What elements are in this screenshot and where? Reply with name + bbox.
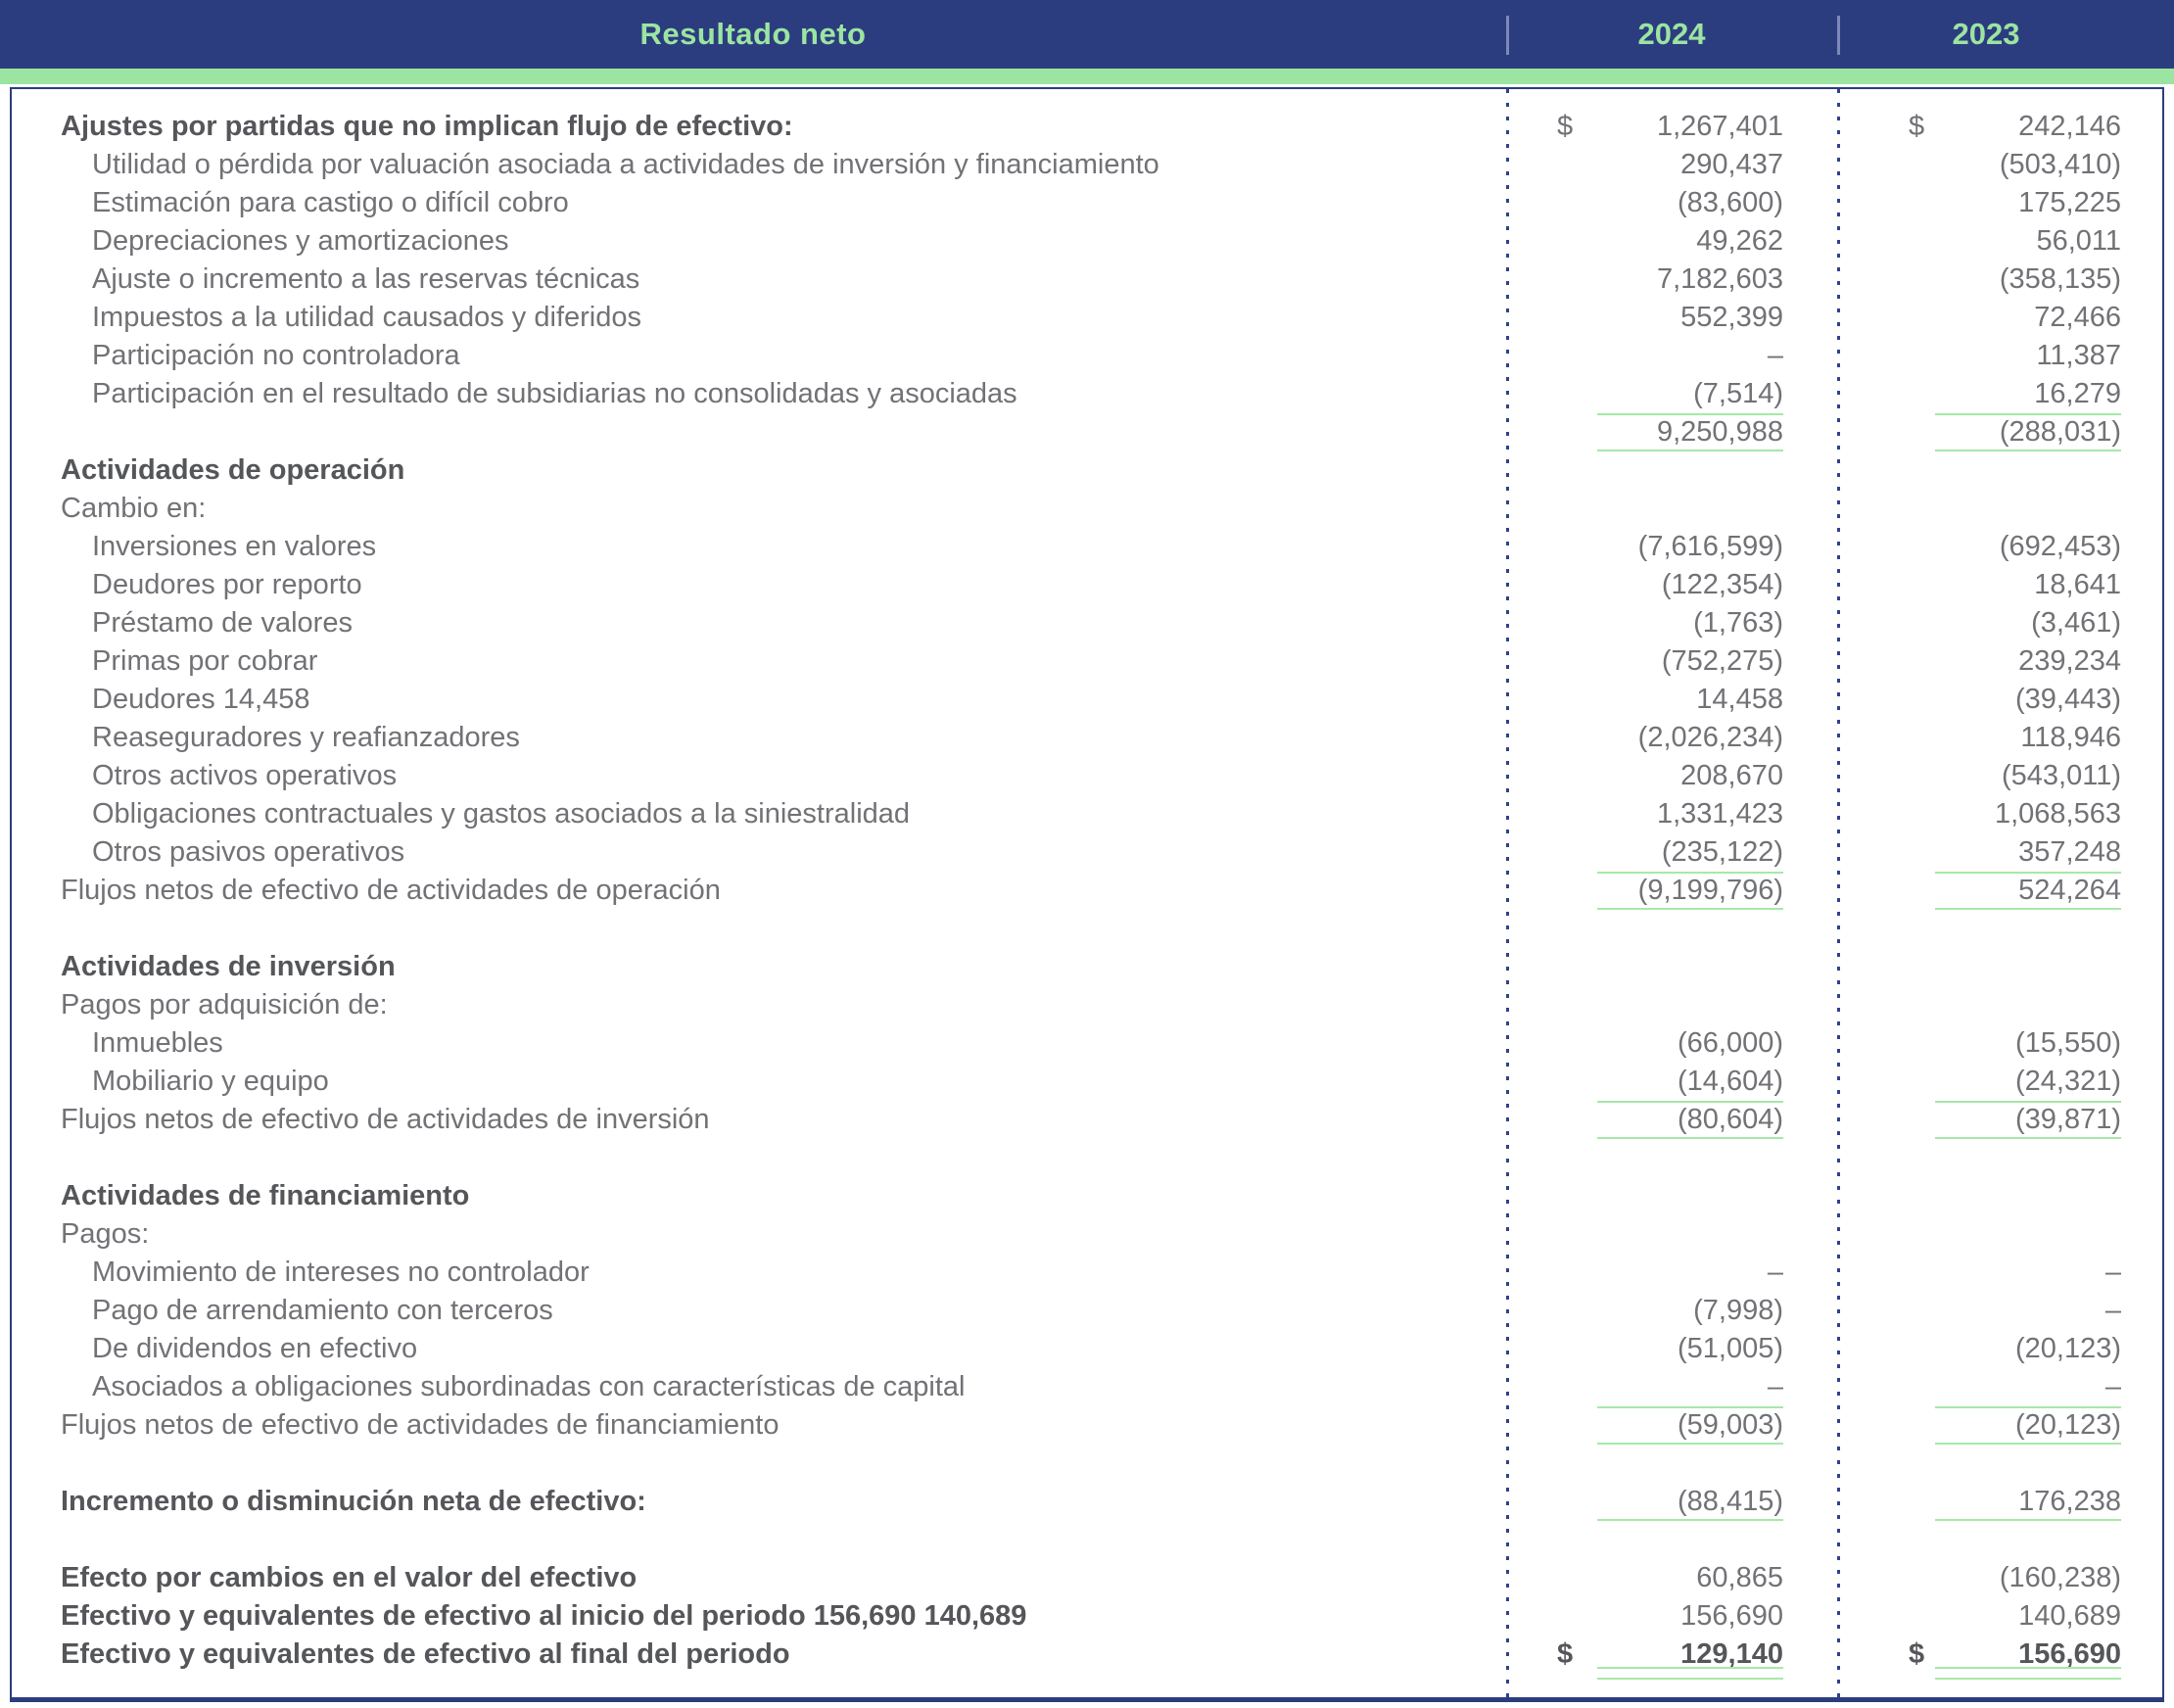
row-label: De dividendos en efectivo xyxy=(92,1333,418,1364)
table-title-cell xyxy=(0,0,1506,69)
value-2023: (20,123) xyxy=(1935,1406,2121,1445)
table-row xyxy=(12,490,2162,528)
header-divider xyxy=(1506,16,1509,55)
col-2024 xyxy=(1506,490,1837,528)
table-row xyxy=(12,604,2162,642)
value-2023: (543,011) xyxy=(2002,760,2121,791)
table-row xyxy=(12,986,2162,1024)
table-row xyxy=(12,872,2162,910)
table-row xyxy=(12,1406,2162,1445)
value-2023: 239,234 xyxy=(2018,645,2121,677)
value-2023 xyxy=(1935,451,2121,490)
value-2024: 9,250,988 xyxy=(1597,413,1783,451)
row-label: Mobiliario y equipo xyxy=(92,1066,329,1097)
col-2024 xyxy=(1506,1559,1837,1597)
col-2023 xyxy=(1837,337,2162,375)
dollar-sign: $ xyxy=(1557,1638,1574,1670)
col-2024 xyxy=(1506,1101,1837,1139)
col-2024 xyxy=(1506,108,1837,146)
value-2024: (9,199,796) xyxy=(1597,872,1783,910)
col-2024 xyxy=(1506,1177,1837,1215)
value-2024: (235,122) xyxy=(1661,836,1783,868)
row-label: Incremento o disminución neta de efectivo: xyxy=(61,1486,646,1517)
row-label: Préstamo de valores xyxy=(92,607,353,639)
col-2023 xyxy=(1837,184,2162,222)
col-2023 xyxy=(1837,1215,2162,1254)
value-2023: (288,031) xyxy=(1935,413,2121,451)
value-2023: 524,264 xyxy=(1935,872,2121,910)
table-body xyxy=(10,87,2164,1702)
col-2023 xyxy=(1837,833,2162,872)
value-2023: 16,279 xyxy=(2034,378,2121,409)
col-2023 xyxy=(1837,261,2162,299)
value-2023: 176,238 xyxy=(1935,1483,2121,1521)
table-row xyxy=(12,375,2162,413)
col-2024 xyxy=(1506,299,1837,337)
value-2023 xyxy=(1935,1215,2121,1254)
col-2024 xyxy=(1506,566,1837,604)
table-row xyxy=(12,1483,2162,1521)
table-title: Resultado neto xyxy=(639,17,867,51)
col-2023 xyxy=(1837,1101,2162,1139)
col-2023 xyxy=(1837,1483,2162,1521)
col-2023 xyxy=(1837,528,2162,566)
col-2024 xyxy=(1506,1406,1837,1445)
col-2024 xyxy=(1506,604,1837,642)
row-label: Actividades de operación xyxy=(61,454,405,486)
value-2024: 14,458 xyxy=(1696,684,1783,715)
value-2023: 56,011 xyxy=(2036,225,2121,257)
table-header xyxy=(0,0,2174,69)
col-2024 xyxy=(1506,1215,1837,1254)
table-row xyxy=(12,108,2162,146)
value-2023 xyxy=(1935,986,2121,1024)
col-2023 xyxy=(1837,299,2162,337)
col-2024 xyxy=(1506,986,1837,1024)
table-row xyxy=(12,1368,2162,1406)
value-2024: (88,415) xyxy=(1597,1483,1783,1521)
row-label: Inmuebles xyxy=(92,1027,223,1059)
col-2023 xyxy=(1837,719,2162,757)
row-label: Impuestos a la utilidad causados y diferidos xyxy=(92,302,641,333)
row-label: Asociados a obligaciones subordinadas con características de capital xyxy=(92,1371,966,1402)
value-2024: 290,437 xyxy=(1680,149,1783,180)
value-2024: (51,005) xyxy=(1677,1333,1783,1364)
value-2023: 11,387 xyxy=(2036,340,2121,371)
col-2024 xyxy=(1506,1292,1837,1330)
col-2023 xyxy=(1837,1406,2162,1445)
table-row xyxy=(12,222,2162,261)
table-row xyxy=(12,1215,2162,1254)
col-2024 xyxy=(1506,451,1837,490)
col-2024 xyxy=(1506,1063,1837,1101)
rows xyxy=(12,108,2162,1674)
col-2023 xyxy=(1837,566,2162,604)
row-label: Deudores 14,458 xyxy=(92,684,310,715)
col-2023 xyxy=(1837,872,2162,910)
value-2023: – xyxy=(2104,1295,2121,1326)
row-label: Actividades de financiamiento xyxy=(61,1180,470,1211)
table-row xyxy=(12,681,2162,719)
col-2023 xyxy=(1837,1559,2162,1597)
value-2024: (14,604) xyxy=(1677,1066,1783,1097)
value-2023: 72,466 xyxy=(2034,302,2121,333)
col-2024 xyxy=(1506,833,1837,872)
value-2024: – xyxy=(1767,1257,1783,1288)
row-label: Reaseguradores y reafianzadores xyxy=(92,722,520,753)
value-2024: (83,600) xyxy=(1677,187,1783,218)
col-2024 xyxy=(1506,757,1837,795)
row-label: Pagos por adquisición de: xyxy=(61,989,388,1020)
col-2024 xyxy=(1506,642,1837,681)
col-2023 xyxy=(1837,986,2162,1024)
col-2024 xyxy=(1506,528,1837,566)
table-row xyxy=(12,757,2162,795)
col-2024 xyxy=(1506,1483,1837,1521)
col-2023 xyxy=(1837,1177,2162,1215)
table-row xyxy=(12,184,2162,222)
col-2024 xyxy=(1506,1368,1837,1406)
col-2023 xyxy=(1837,681,2162,719)
value-2024: – xyxy=(1767,1371,1783,1402)
value-2024: (7,998) xyxy=(1693,1295,1783,1326)
row-label: Inversiones en valores xyxy=(92,531,377,562)
table-row xyxy=(12,413,2162,451)
value-2024 xyxy=(1597,986,1783,1024)
value-2023: 18,641 xyxy=(2034,569,2121,600)
table-row xyxy=(12,146,2162,184)
value-2024: 552,399 xyxy=(1680,302,1783,333)
value-2024 xyxy=(1597,451,1783,490)
col-2023 xyxy=(1837,1024,2162,1063)
row-label: Otros activos operativos xyxy=(92,760,398,791)
value-2023 xyxy=(1935,948,2121,986)
header-divider xyxy=(1837,16,1840,55)
table-row xyxy=(12,1292,2162,1330)
value-2023: 140,689 xyxy=(2018,1600,2121,1632)
col-2024 xyxy=(1506,681,1837,719)
dollar-sign: $ xyxy=(1557,111,1574,142)
value-2023: (503,410) xyxy=(1999,149,2121,180)
table-row xyxy=(12,1101,2162,1139)
value-2023: (3,461) xyxy=(2031,607,2121,639)
row-label: Primas por cobrar xyxy=(92,645,318,677)
value-2024: (66,000) xyxy=(1677,1027,1783,1059)
row-label: Depreciaciones y amortizaciones xyxy=(92,225,509,257)
row-label: Deudores por reporto xyxy=(92,569,362,600)
value-2024: 49,262 xyxy=(1696,225,1783,257)
col-2024 xyxy=(1506,261,1837,299)
col-2024 xyxy=(1506,184,1837,222)
row-label: Efectivo y equivalentes de efectivo al final del periodo xyxy=(61,1638,790,1670)
value-2023: 357,248 xyxy=(2018,836,2121,868)
col-2023 xyxy=(1837,413,2162,451)
value-2023: 156,690 xyxy=(1935,1636,2121,1674)
dollar-sign: $ xyxy=(1909,111,1925,142)
value-2023: (20,123) xyxy=(2014,1333,2121,1364)
value-2024: (59,003) xyxy=(1597,1406,1783,1445)
value-2024: (2,026,234) xyxy=(1637,722,1783,753)
table-row xyxy=(12,261,2162,299)
value-2024: (122,354) xyxy=(1661,569,1783,600)
table-row xyxy=(12,719,2162,757)
value-2024 xyxy=(1597,490,1783,528)
col-2023 xyxy=(1837,451,2162,490)
col-2024 xyxy=(1506,719,1837,757)
col-2023 xyxy=(1837,490,2162,528)
col-2023 xyxy=(1837,1368,2162,1406)
value-2024: 60,865 xyxy=(1696,1562,1783,1593)
table-row xyxy=(12,642,2162,681)
col-2023 xyxy=(1837,795,2162,833)
value-2024: (7,616,599) xyxy=(1637,531,1783,562)
row-label: Pagos: xyxy=(61,1218,150,1250)
value-2023: 175,225 xyxy=(2018,187,2121,218)
value-2023: 242,146 xyxy=(2018,111,2121,142)
col-2024 xyxy=(1506,795,1837,833)
col-2024 xyxy=(1506,375,1837,413)
value-2024 xyxy=(1597,1177,1783,1215)
row-label: Pago de arrendamiento con terceros xyxy=(92,1295,553,1326)
col-2024 xyxy=(1506,1636,1837,1674)
row-label: Obligaciones contractuales y gastos asociados a la siniestralidad xyxy=(92,798,911,830)
col-2023 xyxy=(1837,757,2162,795)
table-row xyxy=(12,1597,2162,1636)
col-2024 xyxy=(1506,948,1837,986)
row-label: Participación en el resultado de subsidiarias no consolidadas y asociadas xyxy=(92,378,1017,409)
value-2023 xyxy=(1935,490,2121,528)
col-2023 xyxy=(1837,1063,2162,1101)
value-2023: (692,453) xyxy=(1999,531,2121,562)
table-row xyxy=(12,451,2162,490)
col-2023 xyxy=(1837,375,2162,413)
col-2023 xyxy=(1837,1292,2162,1330)
table-row xyxy=(12,833,2162,872)
value-2024: 208,670 xyxy=(1680,760,1783,791)
col-2024 xyxy=(1506,872,1837,910)
table-row xyxy=(12,337,2162,375)
table-row xyxy=(12,948,2162,986)
col-2023 xyxy=(1837,948,2162,986)
table-row xyxy=(12,1177,2162,1215)
col-2023 xyxy=(1837,642,2162,681)
table-row xyxy=(12,566,2162,604)
value-2024: 129,140 xyxy=(1597,1636,1783,1674)
value-2023: 1,068,563 xyxy=(1994,798,2121,830)
col-2023 xyxy=(1837,1254,2162,1292)
table-row xyxy=(12,1559,2162,1597)
column-header-2023-label: 2023 xyxy=(1952,17,2020,51)
col-2024 xyxy=(1506,222,1837,261)
table-row xyxy=(12,1254,2162,1292)
col-2024 xyxy=(1506,1024,1837,1063)
row-label: Participación no controladora xyxy=(92,340,460,371)
col-2024 xyxy=(1506,146,1837,184)
column-header-2024-label: 2024 xyxy=(1637,17,1706,51)
col-2024 xyxy=(1506,1597,1837,1636)
col-2023 xyxy=(1837,1636,2162,1674)
value-2024: – xyxy=(1767,340,1783,371)
value-2024: 7,182,603 xyxy=(1656,263,1783,295)
col-2024 xyxy=(1506,1330,1837,1368)
row-label: Otros pasivos operativos xyxy=(92,836,405,868)
table-row xyxy=(12,1636,2162,1674)
value-2024 xyxy=(1597,948,1783,986)
value-2024 xyxy=(1597,1215,1783,1254)
row-label: Flujos netos de efectivo de actividades de inversión xyxy=(61,1104,710,1135)
value-2024: (80,604) xyxy=(1597,1101,1783,1139)
col-2024 xyxy=(1506,337,1837,375)
value-2023: (24,321) xyxy=(2014,1066,2121,1097)
row-label: Utilidad o pérdida por valuación asociada a actividades de inversión y financiamiento xyxy=(92,149,1159,180)
table-row xyxy=(12,1063,2162,1101)
row-label: Estimación para castigo o difícil cobro xyxy=(92,187,569,218)
value-2024: (752,275) xyxy=(1661,645,1783,677)
col-2023 xyxy=(1837,1597,2162,1636)
row-label: Efecto por cambios en el valor del efectivo xyxy=(61,1562,638,1593)
table-row xyxy=(12,1330,2162,1368)
table-row xyxy=(12,1024,2162,1063)
column-header-2024 xyxy=(1506,0,1837,69)
row-label: Cambio en: xyxy=(61,493,207,524)
row-label: Efectivo y equivalentes de efectivo al inicio del periodo 156,690 140,689 xyxy=(61,1600,1027,1632)
table-row xyxy=(12,528,2162,566)
value-2023: (160,238) xyxy=(1999,1562,2121,1593)
value-2023: (39,871) xyxy=(1935,1101,2121,1139)
table-row xyxy=(12,299,2162,337)
value-2023: (358,135) xyxy=(1999,263,2121,295)
value-2024: 1,267,401 xyxy=(1656,111,1783,142)
value-2024: 156,690 xyxy=(1680,1600,1783,1632)
dollar-sign: $ xyxy=(1909,1638,1925,1670)
table-row xyxy=(12,795,2162,833)
row-label: Flujos netos de efectivo de actividades de financiamiento xyxy=(61,1409,780,1441)
col-2023 xyxy=(1837,146,2162,184)
value-2023 xyxy=(1935,1177,2121,1215)
col-2023 xyxy=(1837,604,2162,642)
value-2024: (1,763) xyxy=(1693,607,1783,639)
row-label: Flujos netos de efectivo de actividades de operación xyxy=(61,875,721,906)
row-label: Movimiento de intereses no controlador xyxy=(92,1257,590,1288)
value-2023: (39,443) xyxy=(2014,684,2121,715)
row-label: Ajustes por partidas que no implican flujo de efectivo: xyxy=(61,111,793,142)
value-2023: – xyxy=(2104,1371,2121,1402)
value-2023: (15,550) xyxy=(2014,1027,2121,1059)
value-2023: – xyxy=(2104,1257,2121,1288)
column-header-2023 xyxy=(1837,0,2174,69)
col-2023 xyxy=(1837,222,2162,261)
value-2024: 1,331,423 xyxy=(1656,798,1783,830)
accent-strip xyxy=(0,69,2174,84)
row-label: Ajuste o incremento a las reservas técnicas xyxy=(92,263,640,295)
row-label: Actividades de inversión xyxy=(61,951,396,982)
col-2024 xyxy=(1506,1254,1837,1292)
col-2023 xyxy=(1837,108,2162,146)
value-2024: (7,514) xyxy=(1693,378,1783,409)
col-2023 xyxy=(1837,1330,2162,1368)
value-2023: 118,946 xyxy=(2020,722,2121,753)
col-2024 xyxy=(1506,413,1837,451)
